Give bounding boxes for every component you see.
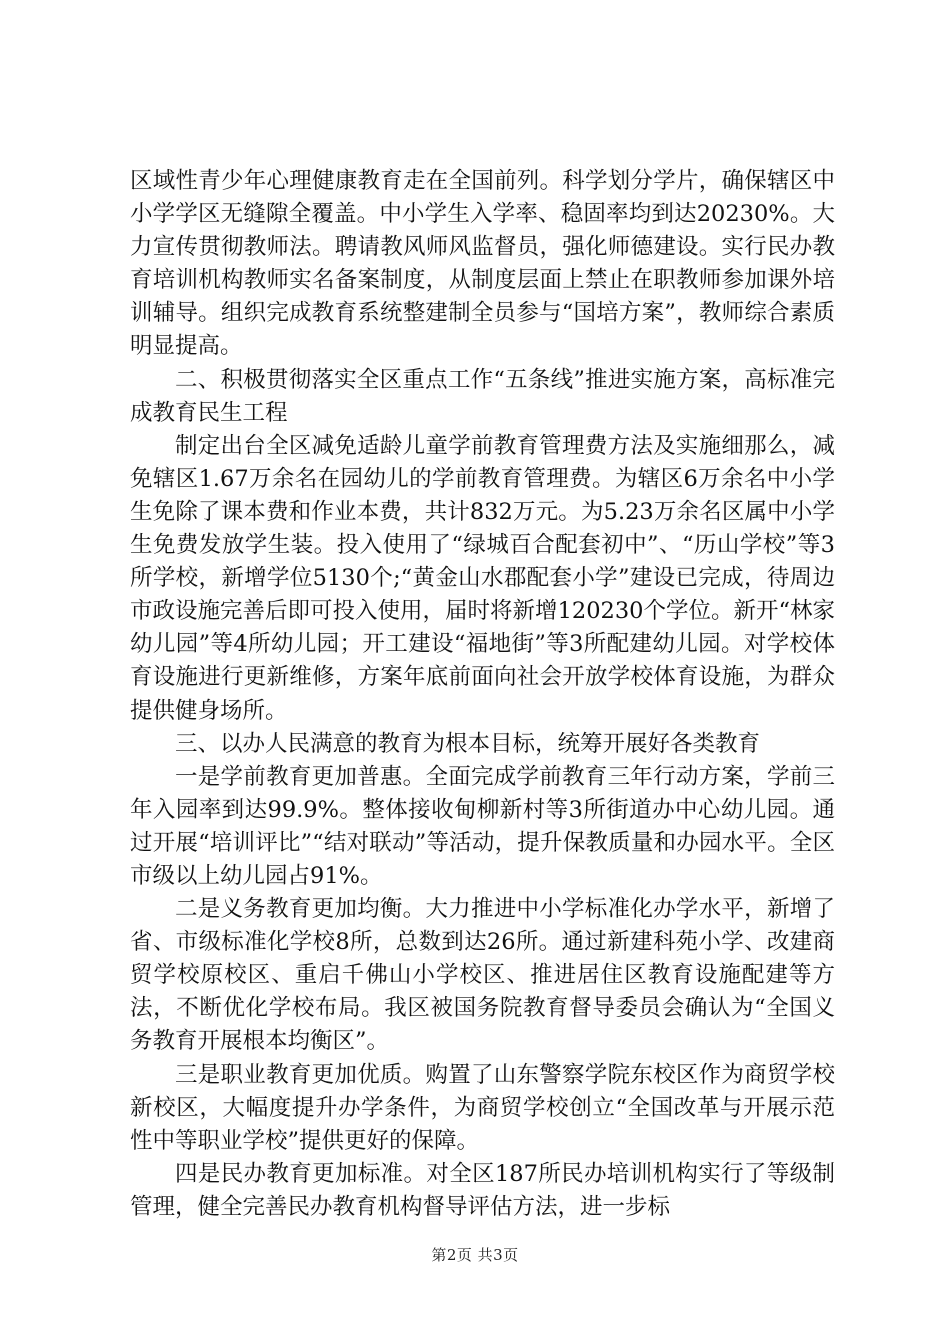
paragraph-livelihood-projects: 制定出台全区减免适龄儿童学前教育管理费方法及实施细那么，减免辖区1.67万余名在园幼儿的学前教育管理费。为辖区6万余名中小学生免除了课本费和作业本费，共计832万元。为5.23万余名区属中小学生免费发放学生装。投入使用了“绿城百合配套初中”、“历山学校”等3所学校，新增学位5130个;“黄金山水郡配套小学”建设已完成，待周边市政设施完善后即可投入使用，届时将新增120230个学位。新开“林家幼儿园”等4所幼儿园；开工建设“福地街”等3所配建幼儿园。对学校体育设施进行更新维修，方案年底前面向社会开放学校体育设施，为群众提供健身场所。 xyxy=(130,432,835,724)
page-number-footer: 第2页 共3页 xyxy=(431,1246,519,1264)
section-heading-three: 三、以办人民满意的教育为根本目标，统筹开展好各类教育 xyxy=(175,730,761,757)
paragraph-vocational-education: 三是职业教育更加优质。购置了山东警察学院东校区作为商贸学校新校区，大幅度提升办学条件，为商贸学校创立“全国改革与开展示范性中等职业学校”提供更好的保障。 xyxy=(130,1061,835,1154)
paragraph-private-education: 四是民办教育更加标准。对全区187所民办培训机构实行了等级制管理，健全完善民办教育机构督导评估方法，进一步标 xyxy=(130,1160,835,1220)
paragraph-preschool-education: 一是学前教育更加普惠。全面完成学前教育三年行动方案，学前三年入园率到达99.9%。整体接收甸柳新村等3所街道办中心幼儿园。通过开展“培训评比”“结对联动”等活动，提升保教质量和办园水平。全区市级以上幼儿园占91%。 xyxy=(130,763,835,889)
document-body xyxy=(130,165,835,1224)
paragraph-compulsory-education: 二是义务教育更加均衡。大力推进中小学标准化办学水平，新增了省、市级标准化学校8所，总数到达26所。通过新建科苑小学、改建商贸学校原校区、重启千佛山小学校区、推进居住区教育设施配建等方法，不断优化学校布局。我区被国务院教育督导委员会确认为“全国义务教育开展根本均衡区”。 xyxy=(130,896,835,1055)
section-heading-two: 二、积极贯彻落实全区重点工作“五条线”推进实施方案，高标准完成教育民生工程 xyxy=(130,366,835,426)
paragraph-continuation: 区域性青少年心理健康教育走在全国前列。科学划分学片，确保辖区中小学学区无缝隙全覆盖。中小学生入学率、稳固率均到达20230%。大力宣传贯彻教师法。聘请教风师风监督员，强化师德建设。实行民办教育培训机构教师实名备案制度，从制度层面上禁止在职教师参加课外培训辅导。组织完成教育系统整建制全员参与“国培方案”，教师综合素质明显提高。 xyxy=(130,168,835,360)
